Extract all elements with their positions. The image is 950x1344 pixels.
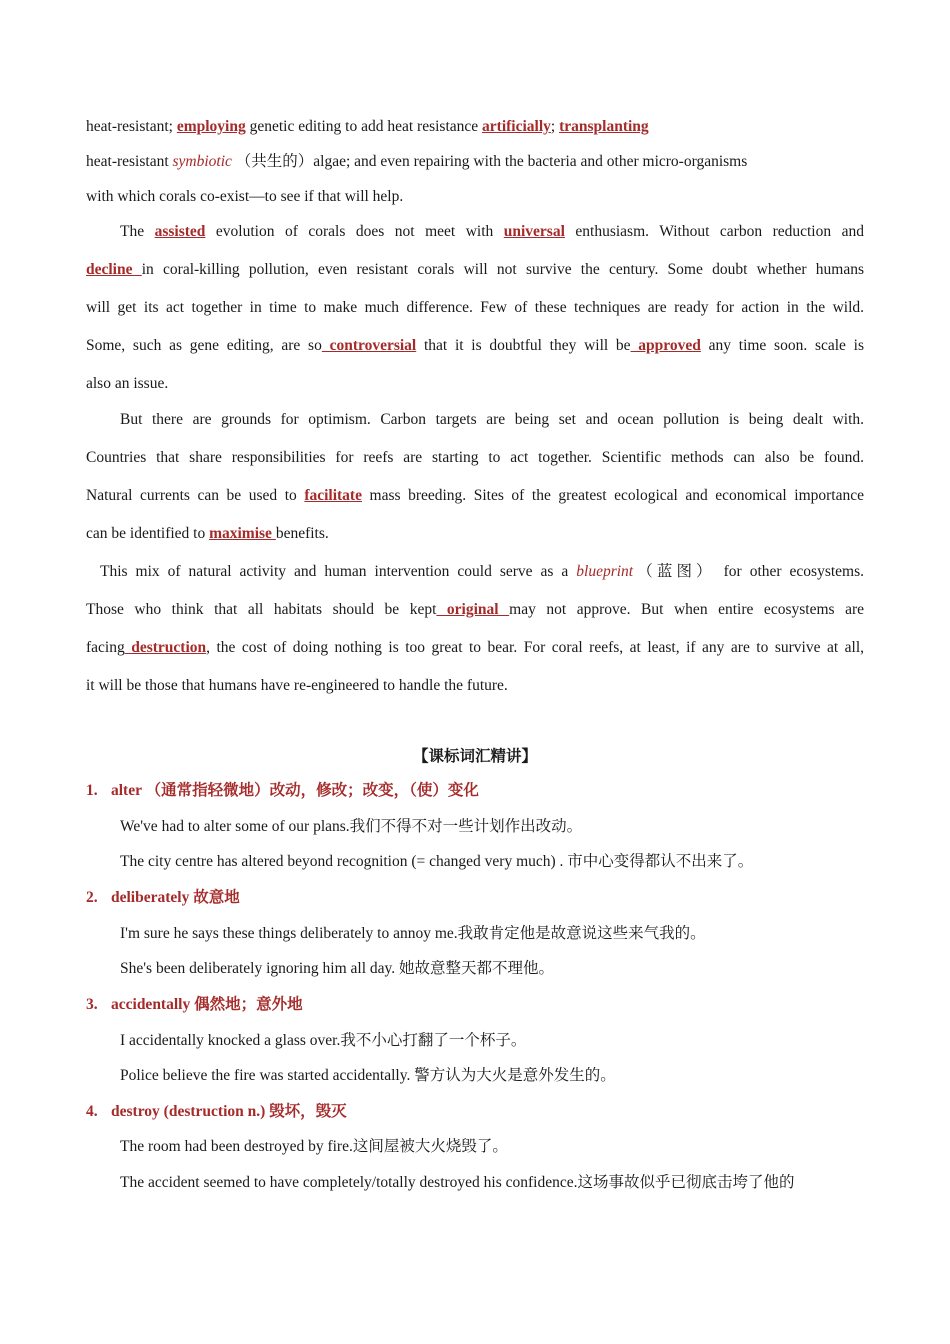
- passage-line: [100, 562, 864, 582]
- keyword: decline: [86, 261, 142, 278]
- italic-term: blueprint: [576, 563, 634, 580]
- vocab-term: alter （通常指轻微地）改动，修改；改变，（使）变化: [111, 782, 479, 799]
- vocab-term: accidentally 偶然地；意外地: [111, 996, 303, 1013]
- text: Natural currents can be used to: [86, 487, 305, 504]
- passage-line: [86, 336, 864, 356]
- passage-line: Countries that share responsibilities for reefs are starting to act together. Scientific methods can also be found.: [86, 449, 864, 466]
- passage-line: [86, 600, 864, 620]
- example-sentence: I'm sure he says these things deliberately to annoy me.我敢肯定他是故意说这些来气我的。: [120, 925, 706, 942]
- vocab-term: destroy (destruction n.) 毁坏，毁灭: [111, 1103, 347, 1120]
- passage-line: will get its act together in time to make much difference. Few of these techniques are ready for action in the wild.: [86, 299, 864, 316]
- example-sentence: We've had to alter some of our plans.我们不得不对一些计划作出改动。: [120, 818, 583, 835]
- text: ;: [550, 118, 560, 135]
- text: that it is doubtful they will be: [416, 337, 631, 354]
- text: heat-resistant: [86, 153, 173, 170]
- vocab-heading: [86, 781, 479, 801]
- passage-line: [86, 117, 864, 137]
- text: , the cost of doing nothing is too great to bear. For coral reefs, at least, if any are to survive at all,: [206, 639, 864, 656]
- example-sentence: I accidentally knocked a glass over.我不小心打翻了一个杯子。: [120, 1032, 527, 1049]
- keyword: transplanting: [559, 118, 649, 135]
- text: any time soon. scale is: [700, 337, 865, 354]
- example-sentence: The room had been destroyed by fire.这间屋被大火烧毁了。: [120, 1138, 508, 1155]
- passage-line: But there are grounds for optimism. Carbon targets are being set and ocean pollution is being dealt with.: [120, 411, 864, 428]
- text: benefits.: [275, 525, 329, 542]
- passage-line: [86, 638, 864, 658]
- text: facing: [86, 639, 125, 656]
- passage-line: [86, 524, 864, 544]
- text: in coral-killing pollution, even resistant corals will not survive the century. Some doubt whether humans: [141, 261, 864, 278]
- keyword: facilitate: [304, 487, 362, 504]
- passage-line: with which corals co-exist—to see if that will help.: [86, 188, 404, 205]
- vocab-number: 2.: [86, 889, 98, 906]
- text: Those who think that all habitats should be kept: [86, 601, 437, 618]
- text: Some, such as gene editing, are so: [86, 337, 322, 354]
- vocab-term: deliberately 故意地: [111, 889, 240, 906]
- keyword: destruction: [124, 639, 207, 656]
- keyword: universal: [503, 223, 565, 240]
- text: heat-resistant;: [86, 118, 177, 135]
- example-sentence: The city centre has altered beyond recognition (= changed very much) . 市中心变得都认不出来了。: [120, 853, 754, 870]
- vocab-number: 3.: [86, 996, 98, 1013]
- vocab-number: 4.: [86, 1103, 98, 1120]
- passage-line: it will be those that humans have re-engineered to handle the future.: [86, 677, 508, 694]
- text: enthusiasm. Without carbon reduction and: [564, 223, 864, 240]
- keyword: maximise: [209, 525, 276, 542]
- passage-line: [86, 486, 864, 506]
- text: genetic editing to add heat resistance: [245, 118, 483, 135]
- keyword: employing: [176, 118, 246, 135]
- text: evolution of corals does not meet with: [205, 223, 504, 240]
- text: can be identified to: [86, 525, 210, 542]
- vocab-heading: [86, 995, 303, 1015]
- passage-line: [86, 152, 864, 172]
- text: mass breeding. Sites of the greatest ecological and economical importance: [361, 487, 864, 504]
- passage-line: also an issue.: [86, 375, 169, 392]
- text: This mix of natural activity and human intervention could serve as a: [100, 563, 577, 580]
- vocab-heading: [86, 1102, 347, 1122]
- text: （共生的）algae; and even repairing with the bacteria and other micro-organisms: [231, 153, 748, 170]
- text: may not approve. But when entire ecosystems are: [509, 601, 864, 618]
- section-title: 【课标词汇精讲】: [412, 748, 537, 765]
- italic-term: symbiotic: [172, 153, 232, 170]
- text: （蓝图） for other ecosystems.: [633, 563, 864, 580]
- text: The: [120, 223, 155, 240]
- keyword: assisted: [154, 223, 206, 240]
- example-sentence: The accident seemed to have completely/totally destroyed his confidence.这场事故似乎已彻底击垮了他的: [120, 1174, 795, 1191]
- passage-line: [86, 260, 864, 280]
- keyword: approved: [630, 337, 701, 354]
- vocab-heading: [86, 888, 240, 908]
- keyword: original: [436, 601, 510, 618]
- vocab-number: 1.: [86, 782, 98, 799]
- keyword: artificially: [482, 118, 551, 135]
- example-sentence: Police believe the fire was started accidentally. 警方认为大火是意外发生的。: [120, 1067, 616, 1084]
- passage-line: [120, 222, 864, 242]
- keyword: controversial: [321, 337, 417, 354]
- example-sentence: She's been deliberately ignoring him all day. 她故意整天都不理他。: [120, 960, 554, 977]
